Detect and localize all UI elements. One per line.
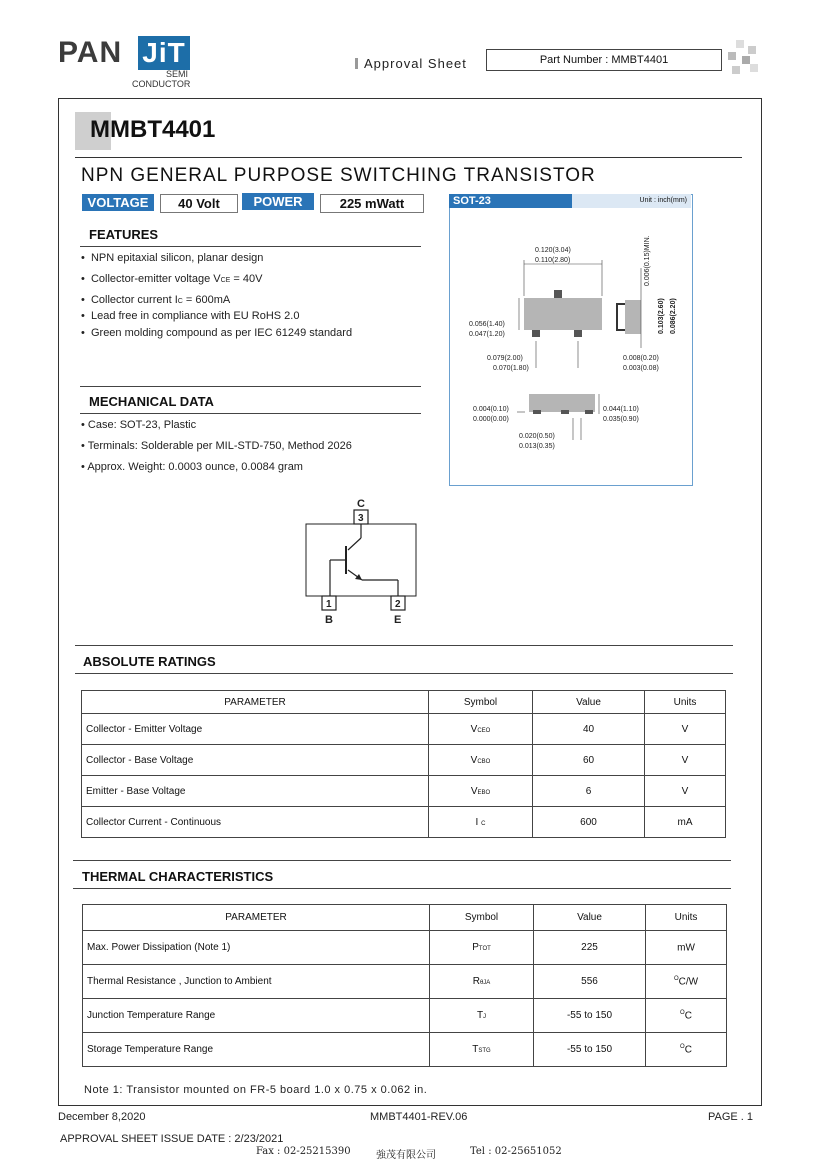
- logo-pan-text: PAN: [58, 36, 123, 69]
- absolute-ratings-table: [81, 690, 726, 838]
- power-value: 225 mWatt: [320, 194, 424, 213]
- svg-text:0.070(1.80): 0.070(1.80): [493, 365, 529, 372]
- footer-fax: Fax : 02-25215390: [256, 1146, 351, 1157]
- svg-text:0.044(1.10): 0.044(1.10): [603, 406, 639, 413]
- voltage-label: VOLTAGE: [82, 194, 154, 211]
- title-divider: [75, 157, 742, 158]
- features-divider: [80, 246, 421, 247]
- feature-item: • NPN epitaxial silicon, planar design: [81, 252, 264, 264]
- svg-text:0.008(0.20): 0.008(0.20): [623, 355, 659, 362]
- feature-item: • Collector-emitter voltage VCE = 40V: [81, 273, 263, 285]
- footer-company: 強茂有限公司: [376, 1150, 436, 1161]
- thermal-divider: [73, 888, 731, 889]
- header-cell: PARAMETER: [83, 905, 430, 931]
- param-cell: Junction Temperature Range: [83, 999, 430, 1033]
- unit-cell: mA: [645, 807, 726, 838]
- value-cell: -55 to 150: [534, 1033, 646, 1067]
- unit-cell: V: [645, 776, 726, 807]
- table-header-row: [82, 691, 726, 714]
- svg-text:0.056(1.40): 0.056(1.40): [469, 321, 505, 328]
- value-cell: -55 to 150: [534, 999, 646, 1033]
- unit-cell: $^O$C/W: [646, 965, 727, 999]
- transistor-symbol-icon: [300, 494, 420, 626]
- sot23-dimension-drawing: [449, 208, 691, 484]
- logo-subtext-semi: SEMI: [166, 69, 189, 79]
- table-row: [83, 999, 727, 1033]
- footer-page: PAGE . 1: [708, 1111, 754, 1123]
- table-row: [83, 965, 727, 999]
- mechanical-item: • Case: SOT-23, Plastic: [81, 419, 197, 431]
- table-row: [83, 1033, 727, 1067]
- svg-text:0.006(0.15)MIN.: 0.006(0.15)MIN.: [644, 235, 651, 286]
- footer-tel: Tel : 02-25651052: [470, 1146, 562, 1157]
- svg-text:2: 2: [395, 599, 401, 610]
- absolute-heading: ABSOLUTE RATINGS: [83, 654, 216, 669]
- svg-text:0.110(2.80): 0.110(2.80): [535, 257, 571, 264]
- page-subtitle: NPN GENERAL PURPOSE SWITCHING TRANSISTOR: [81, 165, 596, 186]
- svg-text:0.120(3.04): 0.120(3.04): [535, 247, 571, 254]
- header-cell: Symbol: [429, 691, 533, 714]
- feature-item: • Collector current IC = 600mA: [81, 294, 231, 306]
- checker-pattern-icon: [724, 40, 760, 80]
- svg-text:0.004(0.10): 0.004(0.10): [473, 406, 509, 413]
- svg-text:0.003(0.08): 0.003(0.08): [623, 365, 659, 372]
- power-label: POWER: [242, 193, 314, 210]
- svg-text:C: C: [357, 498, 365, 510]
- param-cell: Collector Current - Continuous: [82, 807, 429, 838]
- value-cell: 556: [534, 965, 646, 999]
- header-cell: Symbol: [430, 905, 534, 931]
- feature-item: • Green molding compound as per IEC 61249 standard: [81, 327, 353, 339]
- logo-jit-badge: JiT: [138, 36, 190, 70]
- footer-date: December 8,2020: [58, 1111, 146, 1123]
- mechanical-divider: [80, 413, 421, 414]
- symbol-cell: VCEO: [429, 714, 533, 745]
- table-row: [82, 776, 726, 807]
- svg-text:0.020(0.50): 0.020(0.50): [519, 433, 555, 440]
- svg-text:0.047(1.20): 0.047(1.20): [469, 331, 505, 338]
- thermal-heading: THERMAL CHARACTERISTICS: [82, 869, 274, 884]
- header-cell: Units: [646, 905, 727, 931]
- symbol-cell: I C: [429, 807, 533, 838]
- unit-cell: $^O$C: [646, 999, 727, 1033]
- feature-item: • Lead free in compliance with EU RoHS 2.0: [81, 310, 300, 322]
- header-cell: Units: [645, 691, 726, 714]
- footer-revision: MMBT4401-REV.06: [370, 1111, 468, 1123]
- mechanical-divider-top: [80, 386, 421, 387]
- table-row: [82, 745, 726, 776]
- param-cell: Emitter - Base Voltage: [82, 776, 429, 807]
- symbol-cell: RθJA: [430, 965, 534, 999]
- features-heading: FEATURES: [89, 227, 159, 242]
- footer-issue-date: APPROVAL SHEET ISSUE DATE : 2/23/2021: [60, 1133, 284, 1145]
- absolute-divider-top: [75, 645, 733, 646]
- header-cell: Value: [534, 905, 646, 931]
- header-cell: Value: [533, 691, 645, 714]
- svg-text:0.000(0.00): 0.000(0.00): [473, 416, 509, 423]
- svg-text:E: E: [394, 614, 402, 626]
- thermal-table: [82, 904, 727, 1067]
- mechanical-item: • Approx. Weight: 0.0003 ounce, 0.0084 gram: [81, 461, 303, 473]
- logo-subtext-conductor: CONDUCTOR: [132, 79, 191, 89]
- unit-cell: V: [645, 714, 726, 745]
- mechanical-heading: MECHANICAL DATA: [89, 394, 214, 409]
- svg-text:3: 3: [358, 513, 364, 524]
- thermal-divider-top: [73, 860, 731, 861]
- symbol-cell: VCBO: [429, 745, 533, 776]
- page-title: MMBT4401: [90, 116, 216, 143]
- table-row: [82, 714, 726, 745]
- table-row: [83, 931, 727, 965]
- svg-text:0.035(0.90): 0.035(0.90): [603, 416, 639, 423]
- unit-cell: V: [645, 745, 726, 776]
- svg-text:1: 1: [326, 599, 332, 610]
- param-cell: Collector - Base Voltage: [82, 745, 429, 776]
- absolute-divider: [75, 673, 733, 674]
- value-cell: 600: [533, 807, 645, 838]
- param-cell: Storage Temperature Range: [83, 1033, 430, 1067]
- svg-text:B: B: [325, 614, 333, 626]
- svg-text:0.086(2.20): 0.086(2.20): [670, 298, 677, 334]
- unit-cell: $^O$C: [646, 1033, 727, 1067]
- param-cell: Thermal Resistance , Junction to Ambient: [83, 965, 430, 999]
- symbol-cell: VEBO: [429, 776, 533, 807]
- svg-text:0.079(2.00): 0.079(2.00): [487, 355, 523, 362]
- table-header-row: [83, 905, 727, 931]
- table-row: [82, 807, 726, 838]
- param-cell: Collector - Emitter Voltage: [82, 714, 429, 745]
- package-unit: Unit : inch(mm): [572, 194, 691, 208]
- approval-sheet-label: Approval Sheet: [355, 56, 467, 71]
- value-cell: 40: [533, 714, 645, 745]
- symbol-cell: TSTG: [430, 1033, 534, 1067]
- svg-text:0.013(0.35): 0.013(0.35): [519, 443, 555, 450]
- unit-cell: mW: [646, 931, 727, 965]
- svg-text:0.103(2.60): 0.103(2.60): [658, 298, 665, 334]
- symbol-cell: TJ: [430, 999, 534, 1033]
- package-name: SOT-23: [449, 194, 572, 208]
- header-cell: PARAMETER: [82, 691, 429, 714]
- voltage-value: 40 Volt: [160, 194, 238, 213]
- value-cell: 6: [533, 776, 645, 807]
- part-number-box: Part Number : MMBT4401: [486, 49, 722, 71]
- param-cell: Max. Power Dissipation (Note 1): [83, 931, 430, 965]
- value-cell: 225: [534, 931, 646, 965]
- symbol-cell: PTOT: [430, 931, 534, 965]
- value-cell: 60: [533, 745, 645, 776]
- footnote: Note 1: Transistor mounted on FR-5 board 1.0 x 0.75 x 0.062 in.: [84, 1084, 428, 1096]
- mechanical-item: • Terminals: Solderable per MIL-STD-750, Method 2026: [81, 440, 352, 452]
